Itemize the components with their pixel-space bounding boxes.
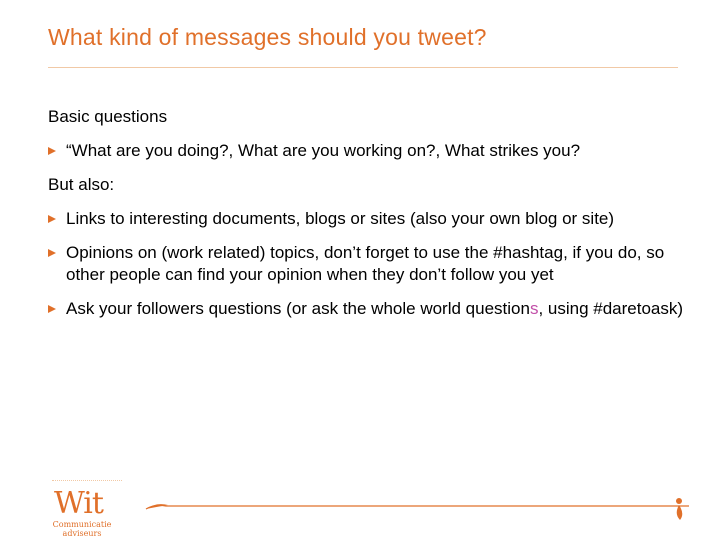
logo-dotted-rule <box>52 480 122 481</box>
bullet-text <box>66 299 683 318</box>
bullet-text-part: , using #daretoask) <box>538 299 684 318</box>
title-divider <box>48 67 678 68</box>
wit-logo <box>50 476 130 542</box>
pen-stroke-line-icon <box>144 496 704 526</box>
section-heading: Basic questions <box>48 107 168 126</box>
slide-content <box>48 106 688 332</box>
logo-tagline-line2: adviseurs <box>62 529 102 538</box>
bullet-text: Opinions on (work related) topics, don’t forget to use the #hashtag, if you do, so other people can find your opinion when they don’t follow you yet <box>66 243 665 284</box>
triangle-bullet-icon <box>48 305 56 313</box>
bullet-text: “What are you doing?, What are you working on?, What strikes you? <box>66 141 581 160</box>
logo-tagline-line1: Communicatie <box>52 520 112 529</box>
section-heading: But also: <box>48 175 115 194</box>
bullet-item <box>48 140 688 162</box>
highlighted-letter: s <box>529 299 539 318</box>
triangle-bullet-icon <box>48 249 56 257</box>
logo-tagline <box>52 520 112 538</box>
bullet-item <box>48 242 688 286</box>
logo-wordmark: Wit <box>54 486 103 521</box>
slide-title: What kind of messages should you tweet? <box>48 24 487 50</box>
triangle-bullet-icon <box>48 215 56 223</box>
bullet-item <box>48 208 688 230</box>
bullet-text-part: Ask your followers questions (or ask the whole world question <box>66 299 530 318</box>
bullet-text: Links to interesting documents, blogs or sites (also your own blog or site) <box>66 209 615 228</box>
triangle-bullet-icon <box>48 147 56 155</box>
bullet-item <box>48 298 688 320</box>
